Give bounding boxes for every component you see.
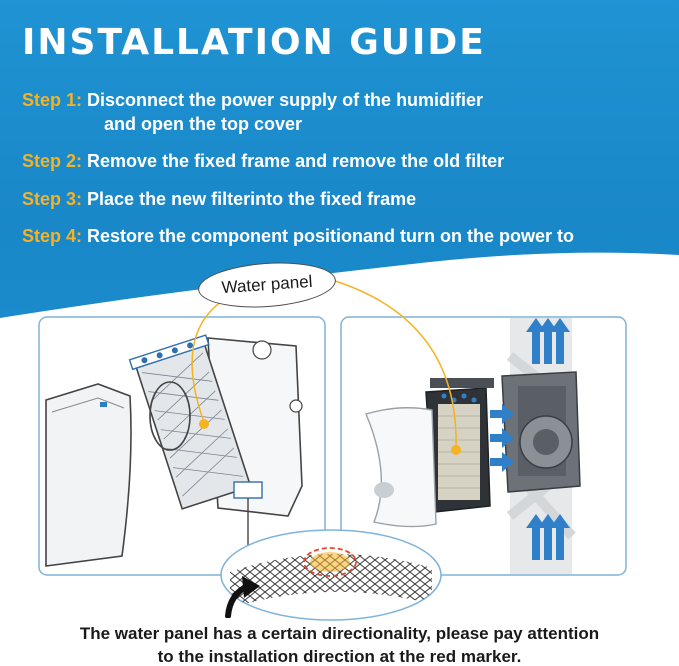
page-title: INSTALLATION GUIDE xyxy=(22,22,486,63)
direction-arrow-icon xyxy=(222,572,262,618)
step-3-label: Step 3: xyxy=(22,189,83,209)
step-1-text: Disconnect the power supply of the humidifier xyxy=(87,90,484,110)
step-1-text-line2: and open the top cover xyxy=(104,114,303,134)
direction-note xyxy=(0,622,679,666)
step-4-label: Step 4: xyxy=(22,226,83,246)
step-2-text: Remove the fixed frame and remove the old filter xyxy=(87,151,505,171)
step-4-text: Restore the component positionand turn on the power to xyxy=(87,226,575,246)
step-3-text: Place the new filterinto the fixed frame xyxy=(87,189,417,209)
step-1-label: Step 1: xyxy=(22,90,83,110)
direction-note-line2: to the installation direction at the red marker. xyxy=(157,647,522,666)
water-panel-callout: Water panel xyxy=(197,258,338,312)
direction-note-line1: The water panel has a certain directionality, please pay attention xyxy=(79,624,600,643)
step-2-label: Step 2: xyxy=(22,151,83,171)
